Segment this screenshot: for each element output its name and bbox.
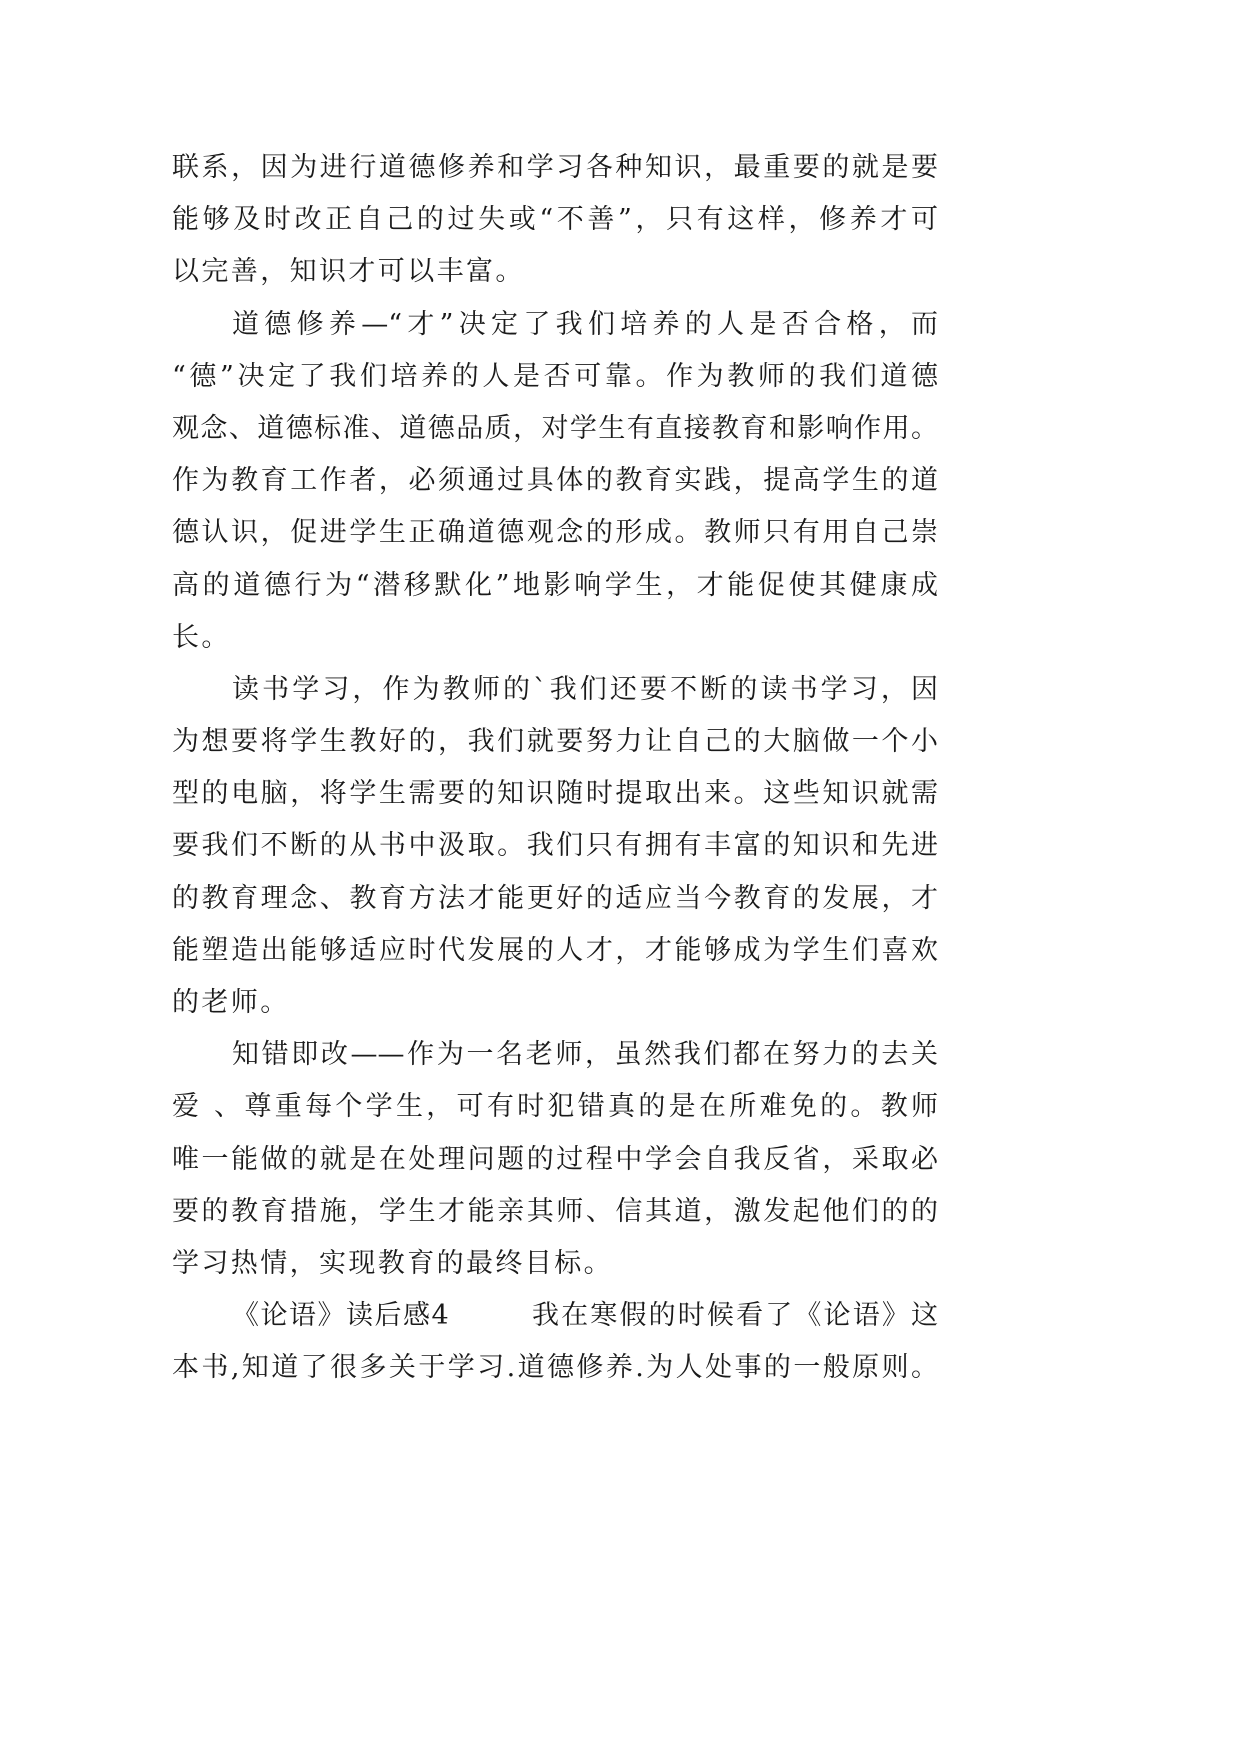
paragraph-line: 读书学习，作为教师的`我们还要不断的读书学习，因 — [232, 673, 938, 705]
paragraph-5 — [172, 1290, 938, 1394]
paragraph-line: 学习热情，实现教育的最终目标。 — [172, 1247, 613, 1279]
paragraph-line: 的老师。 — [172, 987, 290, 1018]
paragraph-1 — [172, 142, 938, 299]
paragraph-line: “德”决定了我们培养的人是否可靠。作为教师的我们道德 — [172, 360, 938, 392]
paragraph-line: 以完善，知识才可以丰富。 — [172, 256, 525, 288]
paragraph-line: 联系，因为进行道德修养和学习各种知识，最重要的就是要 — [172, 152, 938, 183]
paragraph-line: 高的道德行为“潜移默化”地影响学生，才能促使其健康成 — [172, 569, 938, 601]
paragraph-line: 本书,知道了很多关于学习.道德修养.为人处事的一般原则。 — [172, 1352, 938, 1384]
paragraph-3 — [172, 664, 938, 1029]
paragraph-line: 能塑造出能够适应时代发展的人才，才能够成为学生们喜欢 — [172, 934, 938, 966]
paragraph-line: 唯一能做的就是在处理问题的过程中学会自我反省，采取必 — [172, 1143, 938, 1175]
document-body — [172, 142, 938, 1395]
paragraph-line: 观念、道德标准、道德品质，对学生有直接教育和影响作用。 — [172, 412, 938, 444]
paragraph-line: 知错即改——作为一名老师，虽然我们都在努力的去关 — [232, 1039, 938, 1071]
paragraph-4 — [172, 1029, 938, 1290]
paragraph-line: 为想要将学生教好的，我们就要努力让自己的大脑做一个小 — [172, 726, 938, 758]
paragraph-line: 能够及时改正自己的过失或“不善”，只有这样，修养才可 — [172, 204, 938, 236]
paragraph-line — [172, 1290, 938, 1342]
paragraph-line: 型的电脑，将学生需要的知识随时提取出来。这些知识就需 — [172, 778, 938, 810]
paragraph-2 — [172, 299, 938, 664]
section-heading: 《论语》读后感4 — [232, 1300, 451, 1332]
paragraph-line: 要的教育措施，学生才能亲其师、信其道，激发起他们的的 — [172, 1195, 938, 1227]
paragraph-line: 作为教育工作者，必须通过具体的教育实践，提高学生的道 — [172, 465, 938, 497]
paragraph-text: 我在寒假的时候看了《论语》这 — [532, 1300, 938, 1332]
paragraph-line: 德认识，促进学生正确道德观念的形成。教师只有用自己崇 — [172, 517, 938, 549]
paragraph-line: 道德修养—“才”决定了我们培养的人是否合格，而 — [232, 308, 938, 340]
paragraph-line: 的教育理念、教育方法才能更好的适应当今教育的发展，才 — [172, 882, 938, 914]
paragraph-line: 要我们不断的从书中汲取。我们只有拥有丰富的知识和先进 — [172, 830, 938, 862]
paragraph-line: 长。 — [172, 621, 231, 653]
paragraph-line: 爱 、尊重每个学生，可有时犯错真的是在所难免的。教师 — [172, 1091, 938, 1123]
